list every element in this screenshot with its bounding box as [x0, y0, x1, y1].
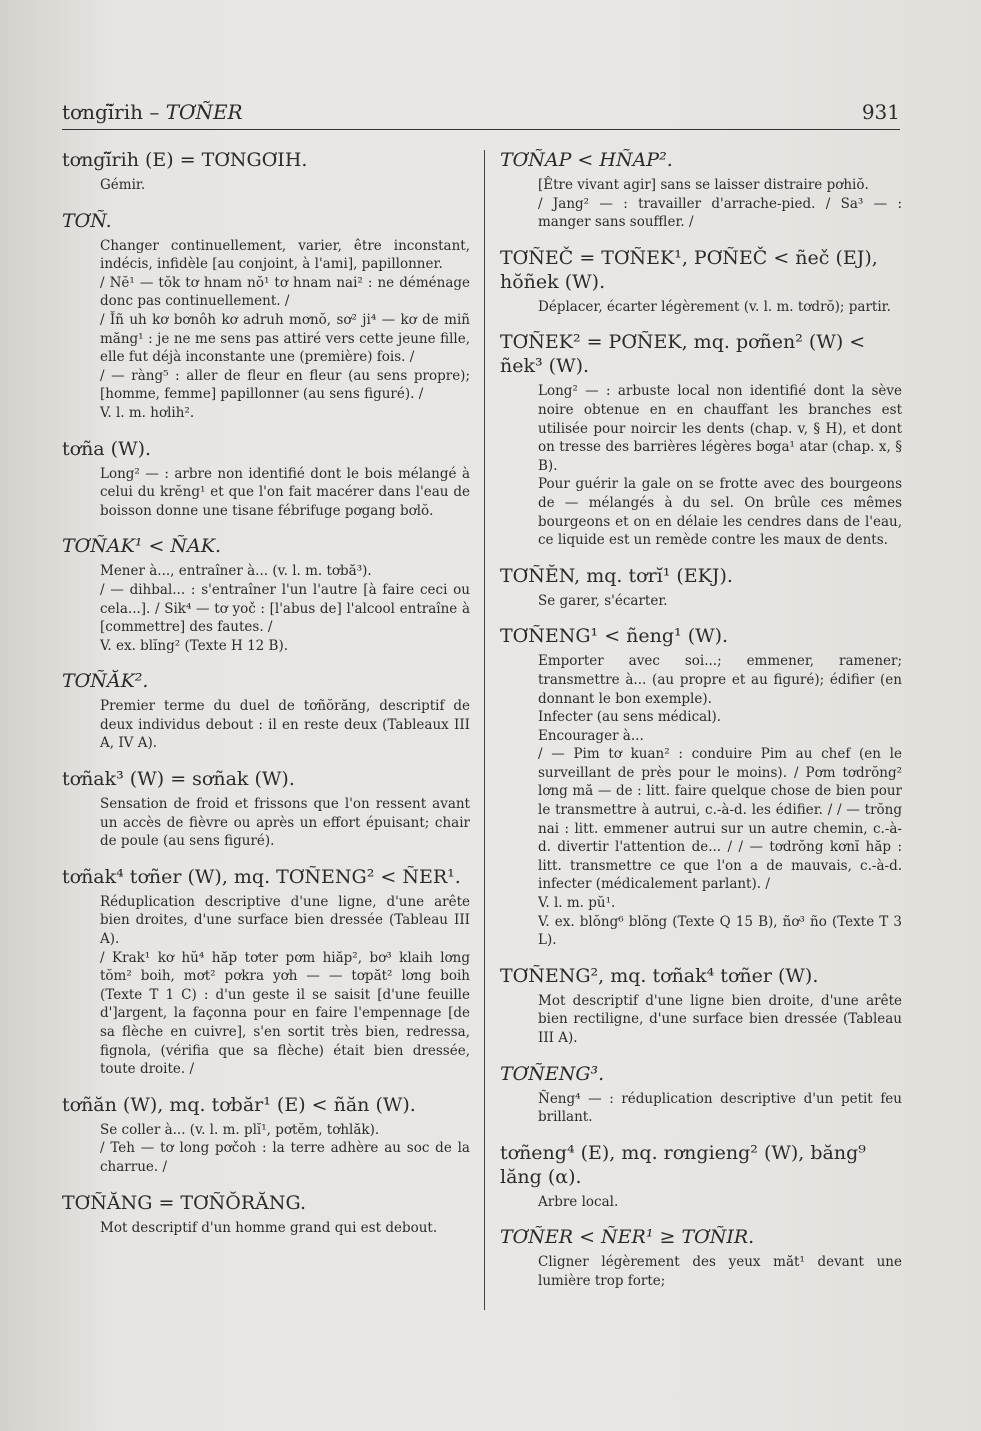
definition-line: Se coller à... (v. l. m. plĭ¹, pơtĕm, tơhlăk).	[100, 1121, 380, 1138]
definition-line: V. ex. blĭng² (Texte H 12 B).	[100, 637, 289, 654]
entry-headword: TƠÑENG¹ < ñeng¹ (W).	[500, 625, 729, 648]
entry-definition	[538, 176, 902, 232]
definition-line: V. ex. blŏng⁶ blŏng (Texte Q 15 B), ñơ³ ño (Texte T 3 L).	[538, 913, 902, 949]
definition-line: / — ràng⁵ : aller de fleur en fleur (au sens propre); [homme, femme] papillonner (au sens figuré). /	[100, 367, 470, 403]
definition-line: / — Pim tơ kuan² : conduire Pim au chef (en le surveillant de près pour le moins). / Pơm tơdrŏng² lơng mă — de : litt. faire quelque chose de bien pour le transmettre à autrui, c.-à-d. les édifier. / / — trŏng nai : litt. emmener autrui sur un autre chemin, c.-à-d. divertir l'attention de... / / — tơdrŏng kơnĭ hăp : litt. transmettre ce que l'on a de mauvais, c.-à-d. infecter (médicalement parlant). /	[538, 746, 902, 893]
entry-definition	[100, 697, 470, 753]
dictionary-entry	[500, 330, 902, 549]
dictionary-entry	[62, 865, 470, 1079]
entry-definition	[100, 176, 470, 195]
entry-definition	[100, 562, 470, 655]
entry-headword: TƠÑAP < HÑAP².	[500, 149, 673, 171]
entry-headword: TƠÑAK¹ < ÑAK.	[62, 535, 221, 558]
column-divider	[484, 150, 485, 1310]
dictionary-entry	[62, 534, 470, 655]
entry-headword: TƠÑĔN, mq. tơrĭ¹ (EKJ).	[500, 564, 733, 587]
definition-line: / Jang² — : travailler d'arrache-pied. / Sa³ — : manger sans souffler. /	[538, 195, 902, 231]
entry-headword: TƠÑER < ÑER¹ ≥ TƠÑIR.	[500, 1226, 755, 1249]
entry-definition	[538, 1090, 902, 1127]
dictionary-entry	[62, 669, 470, 753]
entry-headword: TƠÑEČ = TƠÑEK¹, PƠÑEČ < ñeč (EJ), hŏñek (W).	[500, 246, 878, 293]
entry-headword: tơngĭ̈rih (E) = TƠNGƠIH.	[62, 149, 308, 171]
dictionary-entry	[500, 1141, 902, 1212]
running-head-title: tơngĭ̈rih – TƠÑER	[62, 100, 243, 124]
entry-headword: tơñak³ (W) = sơñak (W).	[62, 768, 295, 791]
entry-headword: tơñăn (W), mq. tơbăr¹ (E) < ñăn (W).	[62, 1093, 416, 1116]
definition-line: [Être vivant agir] sans se laisser distraire pơhiŏ.	[538, 177, 869, 193]
entry-headword: TƠÑENG², mq. tơñak⁴ tơñer (W).	[500, 964, 819, 987]
entry-definition	[538, 382, 902, 549]
dictionary-entry	[62, 1191, 470, 1238]
definition-line: Se garer, s'écarter.	[538, 592, 668, 609]
definition-line: / Nĕ¹ — tŏk tơ hnam nŏ¹ tơ hnam nai² : ne déménage donc pas continuellement. /	[100, 274, 470, 310]
running-header	[62, 96, 900, 130]
definition-line: / — dihbal... : s'entraîner l'un l'autre [à faire ceci ou cela...]. / Sik⁴ — tơ yoč : [l'abus de] l'alcool entraîne à [commettre] des fautes. /	[100, 581, 470, 636]
page-number: 931	[861, 100, 900, 124]
entry-definition	[538, 652, 902, 950]
dictionary-entry	[500, 1062, 902, 1127]
definition-line: / Teh — tơ long pơčoh : la terre adhère au soc de la charrue. /	[100, 1140, 470, 1175]
definition-line: Premier terme du duel de tơñŏrăng, descriptif de deux individus debout : il en reste deux (Tableaux III A, IV A).	[100, 698, 470, 752]
definition-line: Emporter avec soi...; emmener, ramener; transmettre à... (au propre et au figuré); édifier (en donnant le bon exemple).	[538, 653, 902, 707]
entry-headword: tơñeng⁴ (E), mq. rơngieng² (W), băng⁹ lăng (α).	[500, 1141, 866, 1188]
definition-line: Mot descriptif d'un homme grand qui est debout.	[100, 1219, 438, 1236]
definition-line: Encourager à...	[538, 727, 644, 744]
entry-definition	[538, 298, 902, 317]
definition-line: Mener à..., entraîner à... (v. l. m. tơbă³).	[100, 563, 372, 580]
entry-definition	[100, 465, 470, 521]
dictionary-entry	[500, 246, 902, 317]
definition-line: Long² — : arbre non identifié dont le bois mélangé à celui du krĕng¹ et que l'on fait macérer dans l'eau de boisson donne une tisane fébrifuge pơgang bơlŏ.	[100, 465, 470, 519]
definition-line: Gémir.	[100, 177, 146, 193]
definition-line: Long² — : arbuste local non identifié dont la sève noire obtenue en en chauffant les branches est utilisée pour noircir les dents (chap. v, § H), et dont on tresse des barrières légères bơga¹ atar (chap. x, § B).	[538, 383, 902, 474]
definition-line: Cligner légèrement des yeux măt¹ devant une lumière trop forte;	[538, 1254, 902, 1289]
definition-line: V. l. m. pŭ¹.	[538, 895, 616, 912]
dictionary-entry	[62, 437, 470, 521]
definition-line: Infecter (au sens médical).	[538, 709, 722, 726]
entry-headword: TƠÑENG³.	[500, 1062, 605, 1085]
entry-definition	[100, 237, 470, 423]
dictionary-entry	[62, 767, 470, 851]
definition-line: Réduplication descriptive d'une ligne, d'une arête bien droites, d'une surface bien dressée (Tableau III A).	[100, 893, 470, 948]
header-rule	[62, 129, 900, 130]
dictionary-entry	[500, 564, 902, 611]
entry-headword: tơña (W).	[62, 437, 152, 460]
dictionary-entry	[500, 964, 902, 1048]
entry-definition	[538, 992, 902, 1048]
entry-definition	[538, 1253, 902, 1290]
dictionary-entry	[62, 209, 470, 423]
entry-headword: tơñak⁴ tơñer (W), mq. TƠÑENG² < ÑER¹.	[62, 865, 461, 888]
definition-line: / Ĭñ uh kơ bơnôh kơ adruh mơnŏ, sơ² ji⁴ — kơ de miñ măng¹ : je ne me sens pas attiré vers cette jeune fille, elle fut déjà inconstante une (première) fois. /	[100, 311, 470, 366]
entry-definition	[100, 1219, 470, 1238]
definition-line: / Krak¹ kơ hŭ⁴ hăp tơter pơm hiăp², bơ³ klaih lơng tŏm² boih, mơt² pơkra yơh — — tơpăt² lơng boih (Texte T 1 C) : d'un geste il se saisit [d'une feuille d']argent, la façonna pour en faire l'empennage [de sa flèche en cuivre], s'en sortit très bien, redressa, fignola, (vérifia que sa flèche) était bien dressée, toute droite. /	[100, 949, 470, 1078]
definition-line: Ñeng⁴ — : réduplication descriptive d'un petit feu brillant.	[538, 1090, 902, 1126]
entry-definition	[100, 795, 470, 851]
entry-definition	[100, 893, 470, 1079]
definition-line: Changer continuellement, varier, être inconstant, indécis, infidèle [au conjoint, à l'ami], papillonner.	[100, 237, 470, 273]
definition-line: Mot descriptif d'une ligne bien droite, d'une arête bien rectiligne, d'une surface bien dressée (Tableau III A).	[538, 992, 902, 1046]
definition-line: Sensation de froid et frissons que l'on ressent avant un accès de fièvre ou après un effort épuisant; chair de poule (au sens figuré).	[100, 796, 470, 850]
entry-headword: TƠÑ.	[62, 209, 112, 232]
definition-line: Déplacer, écarter légèrement (v. l. m. tơdrŏ); partir.	[538, 298, 891, 315]
entry-definition	[100, 1121, 470, 1177]
dictionary-entry	[500, 1225, 902, 1290]
definition-line: Pour guérir la gale on se frotte avec des bourgeons de — mélangés à du sel. On brûle ces mêmes bourgeons et on en délaie les cendres dans de l'eau, ce liquide est un remède contre les maux de dents.	[538, 476, 902, 549]
dictionary-entry	[62, 1093, 470, 1177]
entry-definition	[538, 1193, 902, 1212]
definition-line: Arbre local.	[538, 1193, 619, 1210]
entry-headword: TƠÑĂK².	[62, 670, 149, 693]
dictionary-entry	[500, 624, 902, 950]
dictionary-entry	[500, 148, 902, 232]
entry-headword: TƠÑĂNG = TƠÑŎRĂNG.	[62, 1191, 307, 1214]
entry-headword: TƠÑEK² = PƠÑEK, mq. pơñen² (W) < ñek³ (W).	[500, 331, 866, 378]
dictionary-entry	[62, 148, 470, 195]
right-column	[500, 148, 902, 1305]
entry-definition	[538, 592, 902, 611]
left-column	[62, 148, 470, 1251]
definition-line: V. l. m. hơlih².	[100, 404, 195, 421]
